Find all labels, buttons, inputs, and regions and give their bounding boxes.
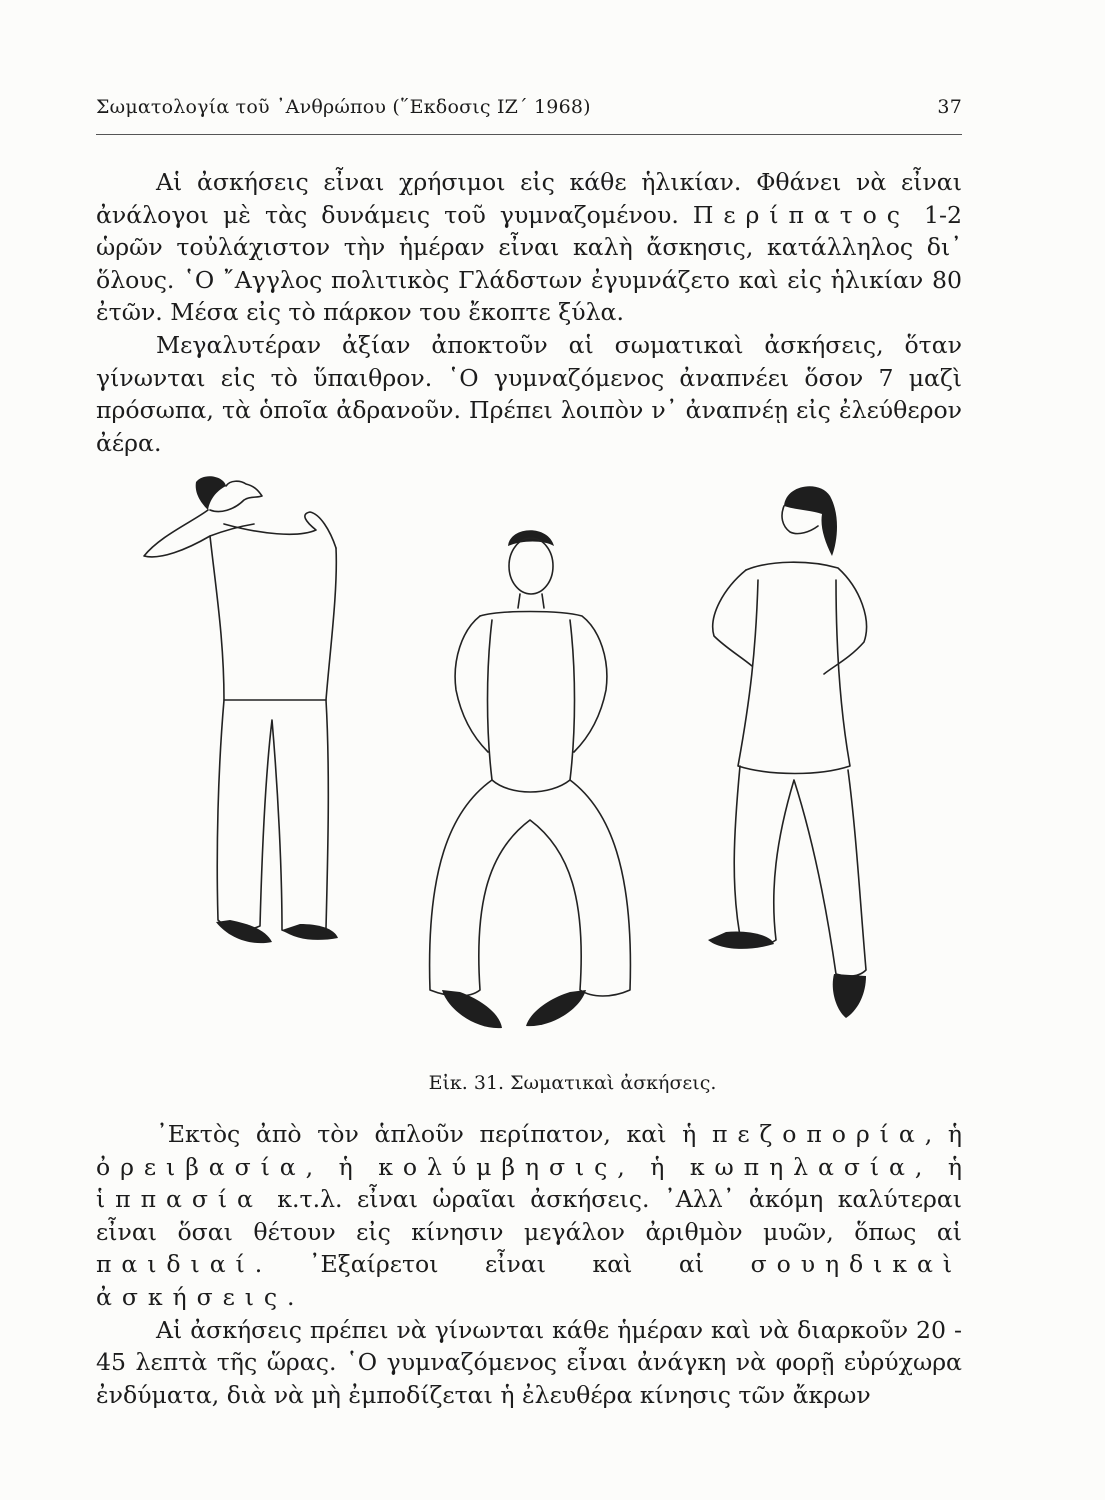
p3-text-c: , ἡ [305, 1152, 379, 1181]
spaced-term-peripatos: Περίπατος [692, 200, 910, 229]
exercise-illustration [130, 470, 910, 1050]
woman-hands-on-hips [708, 486, 866, 1018]
spaced-term-oreivasia: ὀρειβασία [96, 1152, 306, 1181]
paragraph-2: Μεγαλυτέραν ἀξίαν ἀποκτοῦν αἱ σωματικαὶ ἀσκήσεις, ὅταν γίνωνται εἰς τὸ ὕπαιθρον. ῾Ο γυμναζόμενος ἀναπνέει ὅσον 7 μαζὶ πρόσωπα, τὰ ὁποῖα ἀδρανοῦν. Πρέπει λοιπὸν ν᾽ ἀναπνέῃ εἰς ἐλεύθερον ἀέρα. [96, 330, 962, 457]
spaced-term-paidiai: παιδιαί [96, 1250, 255, 1279]
running-header [96, 96, 962, 130]
spaced-term-souidikai: σουηδικαὶ ἀσκήσεις [96, 1250, 962, 1311]
p3-text-g: . ᾿Εξαίρετοι εἶναι καὶ αἱ [254, 1250, 751, 1279]
text-block-top [96, 166, 962, 459]
p3-text-b: , ἡ [924, 1120, 963, 1148]
paragraph-1 [96, 166, 962, 329]
running-title: Σωματολογία τοῦ ᾿Ανθρώπου (῞Εκδοσις ΙΖ΄ 1968) [96, 96, 591, 118]
paragraph-3 [96, 1118, 962, 1314]
spaced-term-pezoporia: πεζοπορία [711, 1120, 925, 1148]
p3-text-f: κ.τ.λ. εἶναι ὡραῖαι ἀσκήσεις. ᾿Αλλ᾽ ἀκόμη καλύτεραι εἶναι ὅσαι θέτουν εἰς κίνησιν μεγάλον ἀριθμὸν μυῶν, ὅπως αἱ [96, 1185, 962, 1246]
header-rule [96, 134, 962, 135]
p3-text-e: , ἡ [914, 1152, 962, 1181]
figure-caption: Εἰκ. 31. Σωματικαὶ ἀσκήσεις. [428, 1072, 717, 1094]
p3-text-a: ᾿Εκτὸς ἀπὸ τὸν ἁπλοῦν περίπατον, καὶ ἡ [156, 1120, 712, 1148]
figure-exercises [130, 470, 910, 1050]
paragraph-4: Αἱ ἀσκήσεις πρέπει νὰ γίνωνται κάθε ἡμέραν καὶ νὰ διαρκοῦν 20 - 45 λεπτὰ τῆς ὥρας. ῾Ο γυμναζόμενος εἶναι ἀνάγκη νὰ φορῇ εὐρύχωρα ἐνδύματα, διὰ νὰ μὴ ἐμποδίζεται ἡ ἐλευθέρα κίνησις τῶν ἄκρων [96, 1315, 962, 1409]
text-block-bottom [96, 1118, 962, 1411]
spaced-term-ippasia: ἱππασία [96, 1185, 263, 1214]
man-stretching-back [144, 476, 338, 943]
man-squatting [430, 530, 631, 1028]
p3-text-d: , ἡ [617, 1152, 690, 1181]
spaced-term-kopilasia: κωπηλασία [689, 1152, 915, 1181]
paragraph-1-text: Αἱ ἀσκήσεις εἶναι χρήσιμοι εἰς κάθε ἡλικίαν. Φθάνει νὰ εἶναι ἀνάλογοι μὲ τὰς δυνάμεις τοῦ γυμναζομένου. [96, 168, 962, 229]
page-number: 37 [937, 96, 962, 118]
p3-text-h: . [287, 1282, 295, 1311]
paragraph-1-text-cont: 1-2 ὡρῶν τοὐλάχιστον τὴν ἡμέραν εἶναι καλὴ ἄσκησις, κατάλληλος δι᾽ ὅλους. ῾Ο ῎Αγγλος πολιτικὸς Γλάδστων ἐγυμνάζετο καὶ εἰς ἡλικίαν 80 ἐτῶν. Μέσα εἰς τὸ πάρκον του ἔκοπτε ξύλα. [96, 200, 962, 327]
spaced-term-kolymvisis: κολύμβησις [378, 1152, 618, 1181]
